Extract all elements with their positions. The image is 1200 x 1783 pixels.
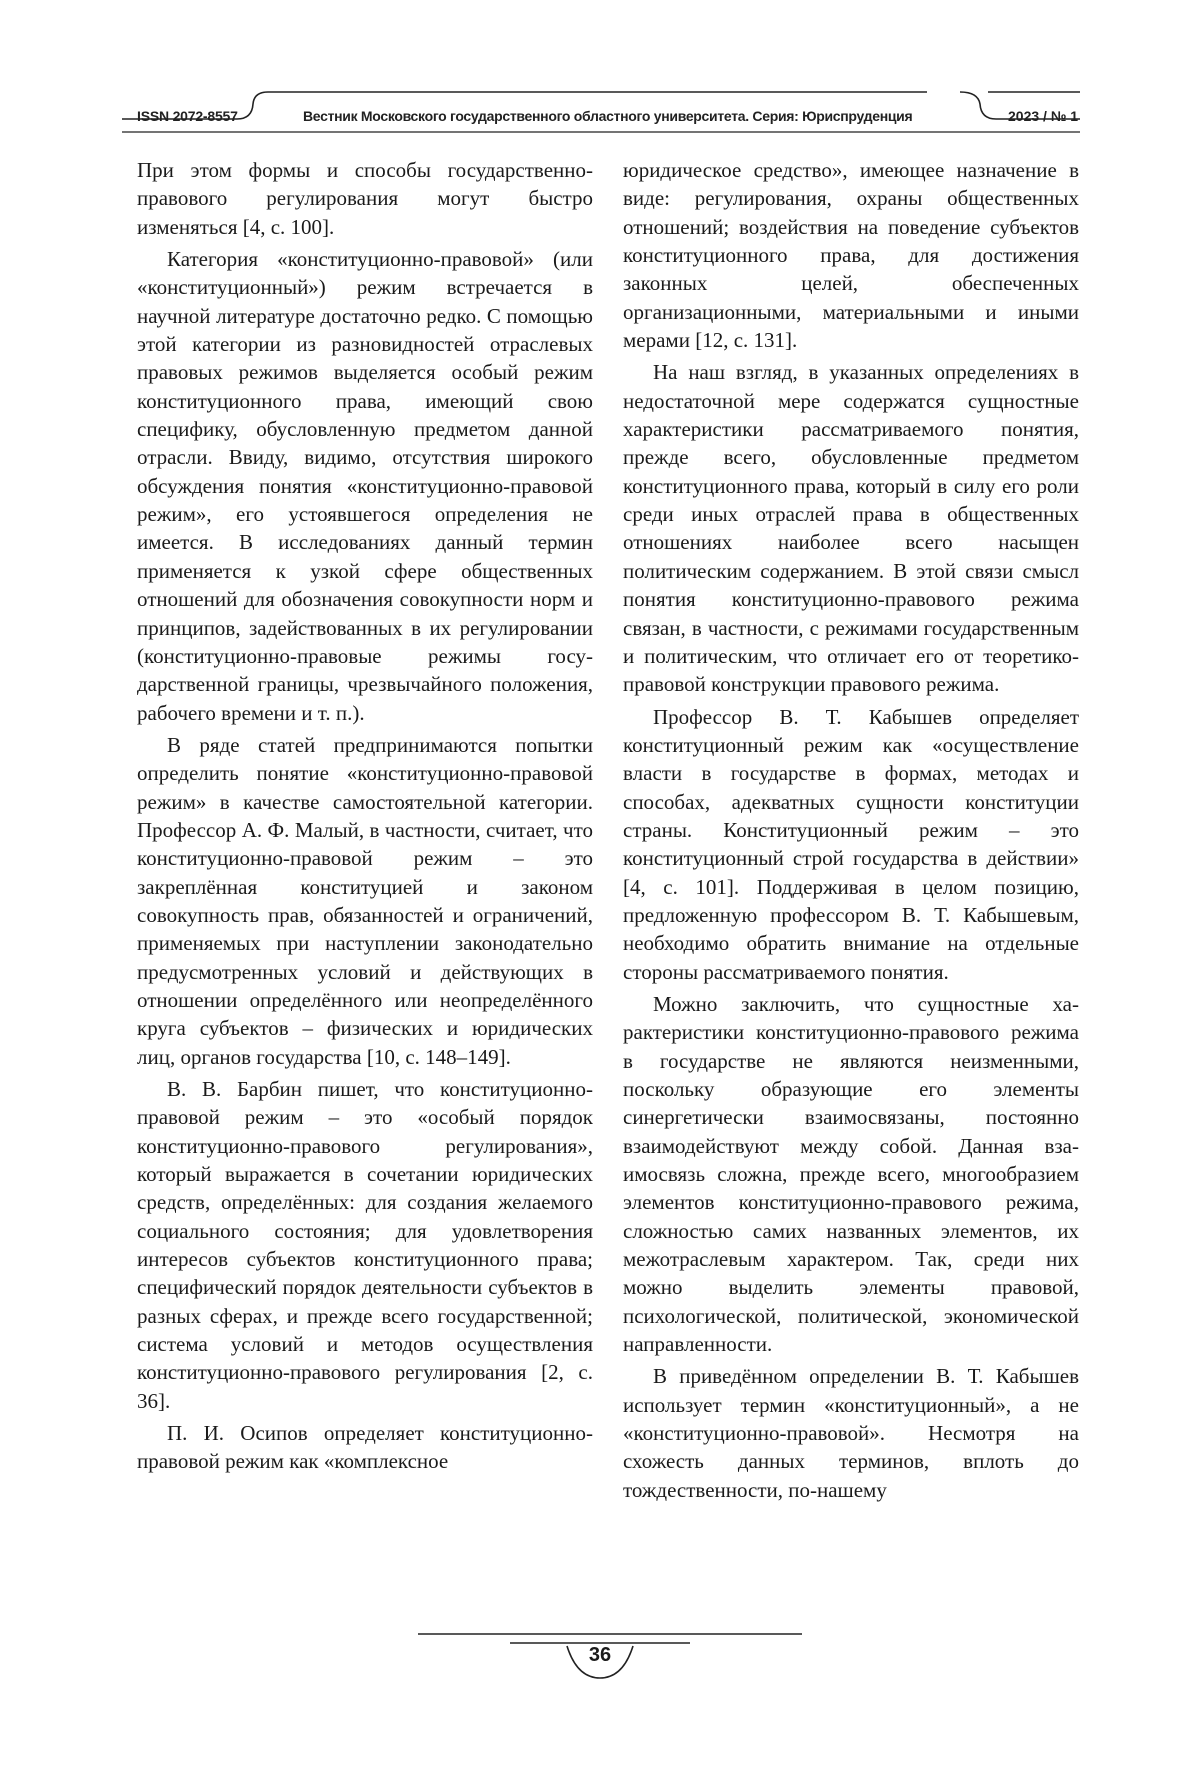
left-paragraph-1: При этом формы и способы государственно-правового регулирования могут быстро изменяться [4, с. 100].	[137, 158, 593, 239]
left-paragraph-5: П. И. Осипов определяет конституционно-правовой режим как «комплексное	[137, 1421, 593, 1474]
right-paragraph-1: юридическое средство», имеющее назначение в виде: регулирования, охраны общественных отношений; воздействия на поведение субъектов конституционного права, для достижения законных целей, обеспеченных организационными, материальными и иными мерами [12, с. 131].	[623, 158, 1079, 353]
right-paragraph-4: Можно заключить, что сущностные характеристики конституционно-правового режима в государстве не являются неизменными, поскольку образующие его элементы синергетически взаимосвязаны, постоянно взаимодействуют между собой. Данная взаимосвязь сложна, прежде всего, многообразием элементов конституционно-правового режима, сложностью самих названных элементов, их межотраслевым характером. Так, среди них можно выделить элементы правовой, психологической, политической, экономической направленности.	[623, 991, 1079, 1357]
right-paragraph-3: Профессор В. Т. Кабышев определяет конституционный режим как «осуществление власти в государстве в формах, методах и способах, адекватных сущности конституции страны. Конституционный режим – это конституционный строй государства в действии» [4, с. 101]. Поддерживая в целом позицию, предложенную профессором В. Т. Кабышевым, необходимо обратить внимание на отдельные стороны рассматриваемого понятия.	[623, 704, 1079, 984]
footer-ornament	[0, 1620, 1200, 1720]
header-issue: 2023 / № 1	[1008, 108, 1079, 124]
right-paragraph-2: На наш взгляд, в указанных определениях в недостаточной мере содержатся сущностные характеристики рассматриваемого понятия, прежде всего, обусловленные предметом конституционного права, который в силу его роли среди иных отраслей права в общественных отношениях наиболее всего насыщен политическим содержанием. В этой связи смысл понятия конституционно-правового режима связан, в частности, с режимами государственным и политическим, что отличает его от теоретико-правовой конструкции правового режима.	[623, 360, 1079, 697]
right-column	[623, 156, 1079, 1504]
page-number: 36	[588, 1644, 612, 1666]
left-column	[137, 156, 593, 1476]
right-paragraph-5: В приведённом определении В. Т. Кабышев использует термин «конституционный», а не «конституционно-правовой». Несмотря на схожесть данных терминов, вплоть до тождественности, по-нашему	[623, 1364, 1079, 1502]
header-journal-title: Вестник Московского государственного областного университета. Серия: Юриспруденция	[303, 108, 913, 124]
left-paragraph-2: Категория «конституционно-правовой» (или «конституционный») режим встречается в научной литературе достаточно редко. С помощью этой категории из разновидностей отраслевых правовых режимов выделяется особый режим конституционного права, имеющий свою специфику, обусловленную предметом данной отрасли. Ввиду, видимо, отсутствия широкого обсуждения понятия «конституционно-правовой режим», его устоявшегося определения не имеется. В исследованиях данный термин применяется к узкой сфере общественных отношений для обозначения совокупности норм и принципов, задействованных в их регулировании (конституционно-правовые режимы государственной границы, чрезвычайного положения, рабочего времени и т. п.).	[137, 247, 593, 725]
header-frame	[0, 0, 1200, 160]
header-issn: ISSN 2072-8557	[137, 108, 238, 124]
left-paragraph-3: В ряде статей предпринимаются попытки определить понятие «конституционно-правовой режим» в качестве самостоятельной категории. Профессор А. Ф. Малый, в частности, считает, что конституционно-правовой режим – это закреплённая конституцией и законом совокупность прав, обязанностей и ограничений, применяемых при наступлении законодательно предусмотренных условий и действующих в отношении определённого или неопределённого круга субъектов – физических и юридических лиц, органов государства [10, с. 148–149].	[137, 732, 593, 1069]
left-paragraph-4: В. В. Барбин пишет, что конституционно-правовой режим – это «особый порядок конституционно-правового регулирования», который выражается в сочетании юридических средств, определённых: для создания желаемого социального состояния; для удовлетворения интересов субъектов конституционного права; специфический порядок деятельности субъектов в разных сферах, и прежде всего государственной; система условий и методов осуществления конституционно-правового регулирования [2, с. 36].	[137, 1077, 593, 1413]
